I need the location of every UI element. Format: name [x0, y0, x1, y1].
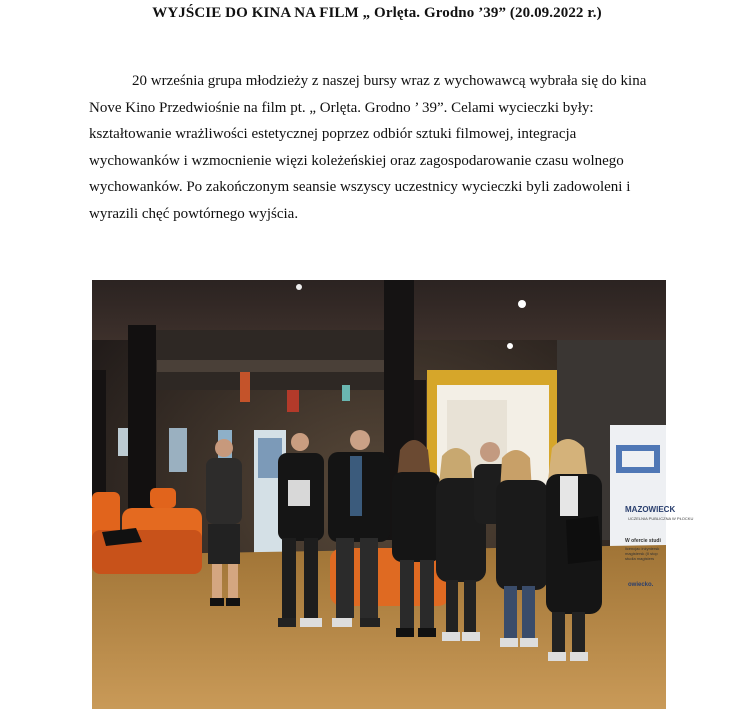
- paragraph-line: Nove Kino Przedwiośnie na film pt. „ Orlęta. Grodno ’ 39”. Celami wycieczki były:: [89, 99, 594, 116]
- paragraph-line: 20 września grupa młodzieży z naszej bursy wraz z wychowawcą wybrała się do kina: [132, 73, 647, 89]
- banner-heading: MAZOWIECK: [625, 505, 676, 514]
- document-title: WYJŚCIE DO KINA NA FILM „ Orlęta. Grodno ’39” (20.09.2022 r.): [152, 5, 602, 21]
- group-photo: [92, 280, 694, 709]
- banner-subline: UCZELNIA PUBLICZNA W PŁOCKU: [628, 516, 694, 521]
- article-paragraph: [89, 68, 689, 227]
- cinema-lobby-illustration: [92, 280, 666, 709]
- banner-offer-items: licencjac inżyniersk magistersk (II stop studia magisters: [625, 546, 660, 561]
- paragraph-line: kształtowanie wrażliwości estetycznej poprzez odbiór sztuki filmowej, integracja: [89, 126, 577, 142]
- banner-url: owiecko.: [628, 582, 654, 588]
- banner-offer-title: W ofercie studi: [625, 538, 661, 544]
- paragraph-line: wyrazili chęć powtórnego wyjścia.: [89, 205, 299, 222]
- paragraph-line: wychowanków i wzmocnienie więzi koleżeńskiej oraz zagospodarowanie czasu wolnego: [89, 152, 624, 169]
- paragraph-line: wychowanków. Po zakończonym seansie wszyscy uczestnicy wycieczki byli zadowoleni i: [89, 179, 631, 195]
